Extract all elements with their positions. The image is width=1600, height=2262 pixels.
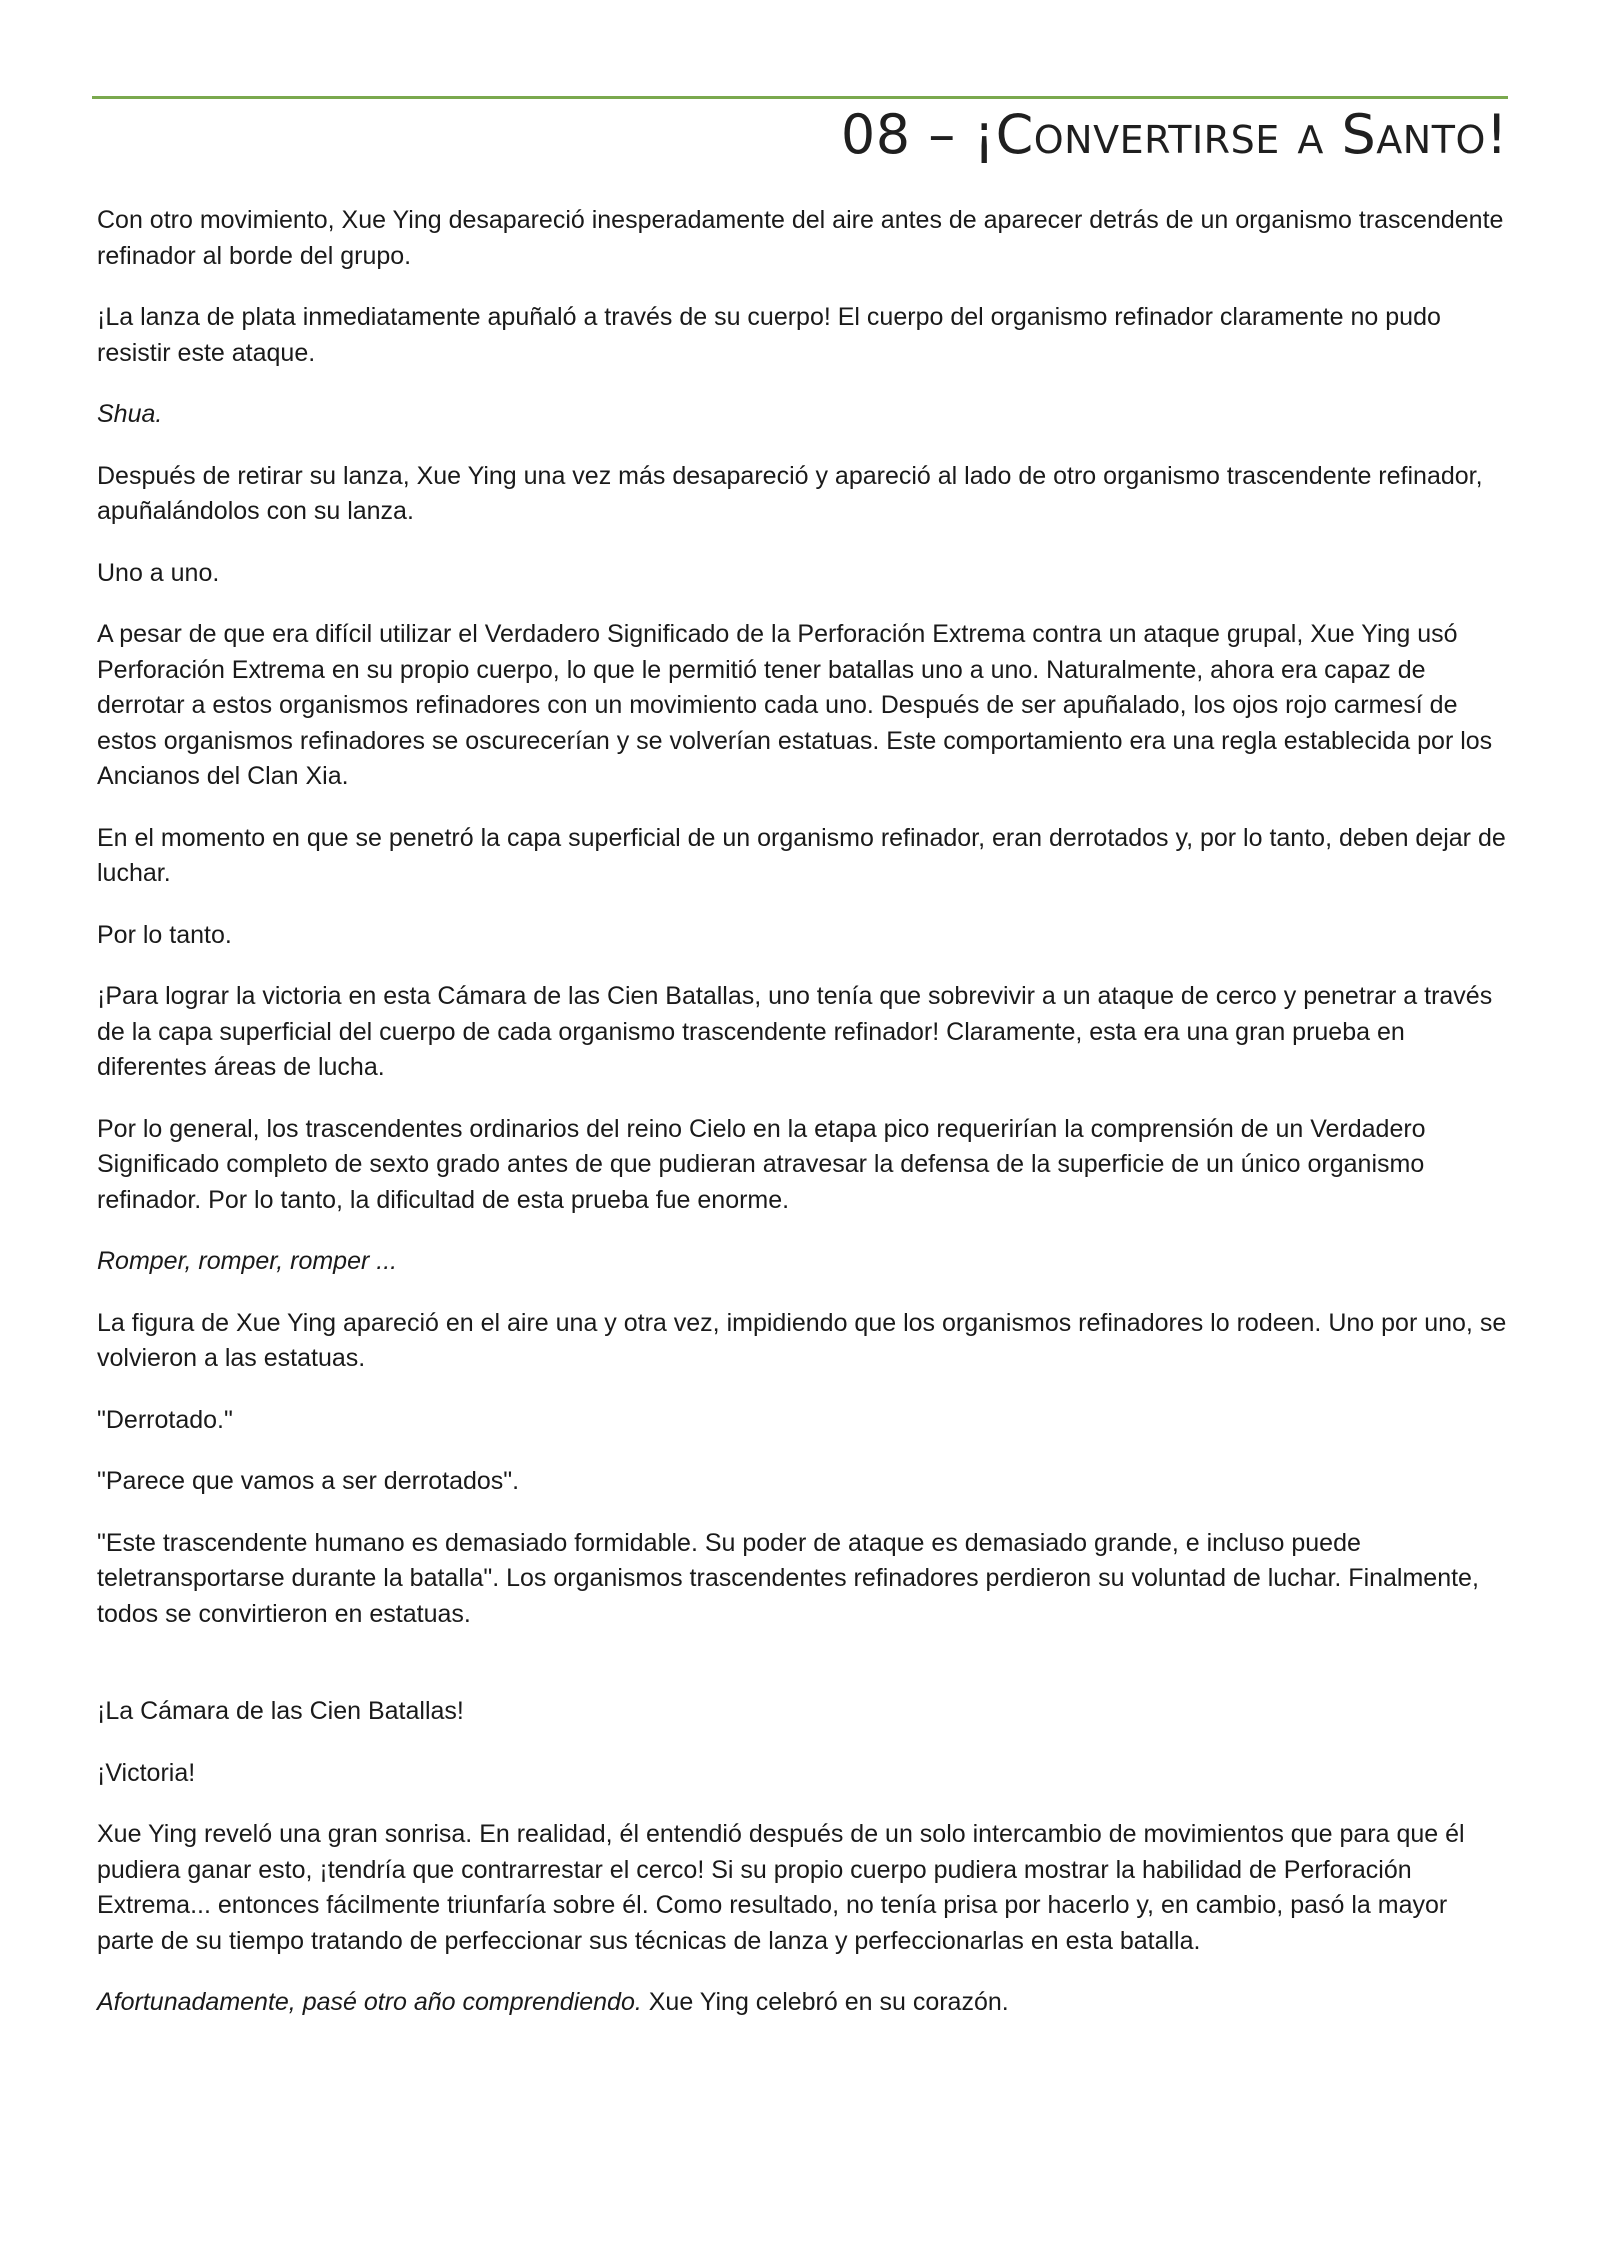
paragraph: ¡Para lograr la victoria en esta Cámara de las Cien Batallas, uno tenía que sobrevivir a un ataque de cerco y penetrar a través de la capa superficial del cuerpo de cada organismo trascendente refinador! Claramente, esta era una gran prueba en diferentes áreas de lucha.: [97, 982, 1493, 1081]
paragraph: ¡Victoria!: [97, 1758, 196, 1787]
paragraph-last: [97, 1985, 1507, 2021]
paragraph: Por lo tanto.: [97, 920, 232, 949]
paragraph-sound-effect: Romper, romper, romper ...: [97, 1247, 398, 1275]
paragraph: La figura de Xue Ying apareció en el aire una y otra vez, impidiendo que los organismos refinadores lo rodeen. Uno por uno, se volvieron a las estatuas.: [97, 1308, 1507, 1372]
paragraph: Xue Ying reveló una gran sonrisa. En realidad, él entendió después de un solo intercambio de movimientos que para que él pudiera ganar esto, ¡tendría que contrarrestar el cerco! Si su propio cuerpo pudiera mostrar la habilidad de Perforación Extrema... entonces fácilmente triunfaría sobre él. Como resultado, no tenía prisa por hacerlo y, en cambio, pasó la mayor parte de su tiempo tratando de perfeccionar sus técnicas de lanza y perfeccionarlas en esta batalla.: [97, 1820, 1465, 1955]
paragraph: Uno a uno.: [97, 558, 220, 587]
paragraph-sound-effect: Shua.: [97, 400, 163, 428]
paragraph-dialogue: "Derrotado.": [97, 1405, 233, 1434]
paragraph: ¡La Cámara de las Cien Batallas!: [97, 1697, 464, 1725]
narration-text: Xue Ying celebró en su corazón.: [641, 1988, 1009, 2016]
paragraph: En el momento en que se penetró la capa superficial de un organismo refinador, eran derrotados y, por lo tanto, deben dejar de luchar.: [97, 823, 1506, 887]
paragraph: Con otro movimiento, Xue Ying desapareció inesperadamente del aire antes de aparecer detrás de un organismo trascendente refinador al borde del grupo.: [97, 206, 1504, 270]
paragraph: A pesar de que era difícil utilizar el Verdadero Significado de la Perforación Extrema contra un ataque grupal, Xue Ying usó Perforación Extrema en su propio cuerpo, lo que le permitió tener batallas uno a uno. Naturalmente, ahora era capaz de derrotar a estos organismos refinadores con un movimiento cada uno. Después de ser apuñalado, los ojos rojo carmesí de estos organismos refinadores se oscurecerían y se volverían estatuas. Este comportamiento era una regla establecida por los Ancianos del Clan Xia.: [97, 620, 1493, 790]
paragraph-dialogue: "Parece que vamos a ser derrotados".: [97, 1467, 520, 1495]
paragraph: Después de retirar su lanza, Xue Ying una vez más desapareció y apareció al lado de otro organismo trascendente refinador, apuñalándolos con su lanza.: [97, 461, 1483, 525]
paragraph: ¡La lanza de plata inmediatamente apuñaló a través de su cuerpo! El cuerpo del organismo refinador claramente no pudo resistir este ataque.: [97, 303, 1441, 367]
chapter-title: 08 – ¡Convertirse a Santo!: [840, 103, 1508, 166]
thought-text: Afortunadamente, pasé otro año comprendiendo.: [97, 1988, 642, 2016]
header-rule: [92, 96, 1508, 99]
paragraph-dialogue: "Este trascendente humano es demasiado formidable. Su poder de ataque es demasiado grande, e incluso puede teletransportarse durante la batalla". Los organismos trascendentes refinadores perdieron su voluntad de luchar. Finalmente, todos se convirtieron en estatuas.: [97, 1528, 1479, 1628]
chapter-body: [97, 203, 1507, 2047]
paragraph: Por lo general, los trascendentes ordinarios del reino Cielo en la etapa pico requerirían la comprensión de un Verdadero Significado completo de sexto grado antes de que pudieran atravesar la defensa de la superficie de un único organismo refinador. Por lo tanto, la dificultad de esta prueba fue enorme.: [97, 1114, 1426, 1214]
